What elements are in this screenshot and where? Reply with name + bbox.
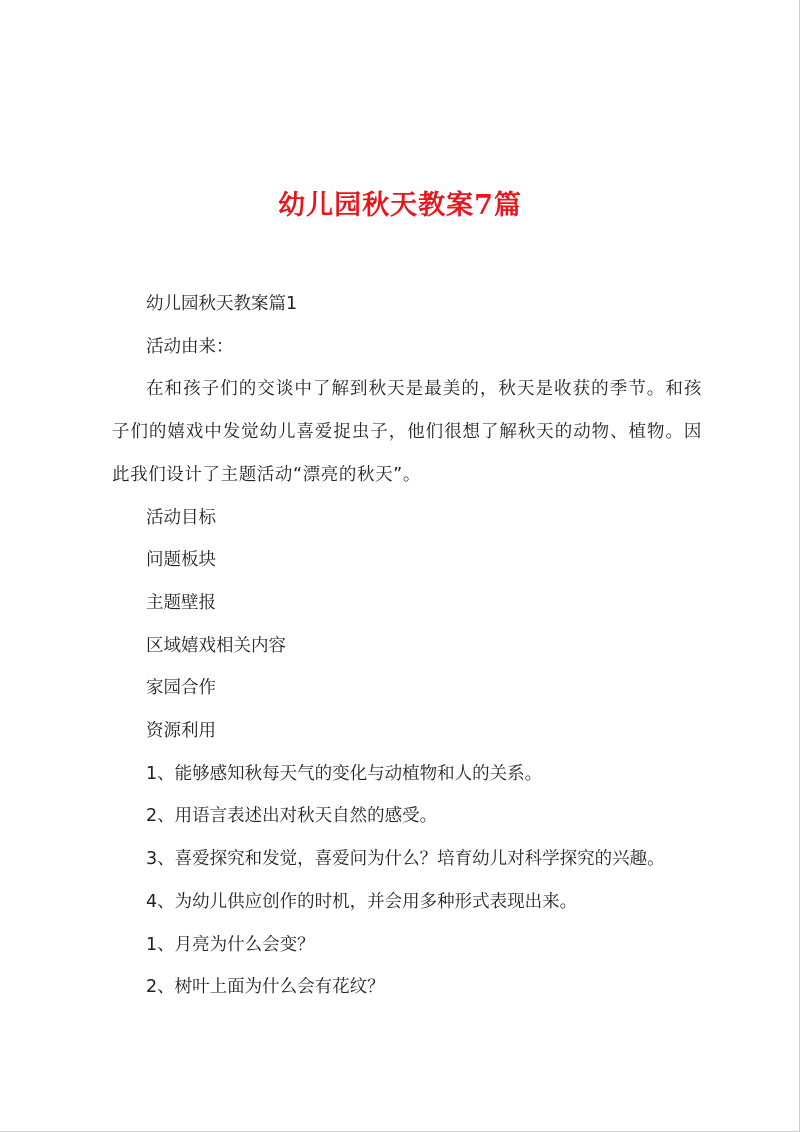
list-item: 问题板块 [146, 550, 216, 571]
document-body [112, 283, 702, 1009]
numbered-item: 2、树叶上面为什么会有花纹？ [146, 977, 385, 998]
list-item: 资源利用 [146, 721, 216, 742]
list-item: 家园合作 [146, 678, 216, 699]
list-item: 区域嬉戏相关内容 [146, 635, 286, 656]
list-item: 主题壁报 [146, 592, 216, 613]
paragraph-label: 活动由来： [146, 336, 234, 357]
numbered-item: 1、月亮为什么会变？ [146, 934, 315, 955]
numbered-item: 1、能够感知秋每天气的变化与动植物和人的关系。 [146, 763, 543, 784]
numbered-item: 2、用语言表述出对秋天自然的感受。 [146, 806, 438, 827]
section-heading: 幼儿园秋天教案篇1 [146, 294, 298, 314]
body-paragraph: 在和孩子们的交谈中了解到秋天是最美的，秋天是收获的季节。和孩子们的嬉戏中发觉幼儿喜爱捉虫子，他们很想了解秋天的动物、植物。因此我们设计了主题活动“漂亮的秋天”。 [112, 379, 702, 485]
list-item: 活动目标 [146, 507, 216, 528]
numbered-item: 4、为幼儿供应创作的时机，并会用多种形式表现出来。 [146, 891, 578, 912]
document-title: 幼儿园秋天教案7篇 [278, 190, 522, 222]
numbered-item: 3、喜爱探究和发觉，喜爱问为什么？培育幼儿对科学探究的兴趣。 [146, 849, 665, 870]
